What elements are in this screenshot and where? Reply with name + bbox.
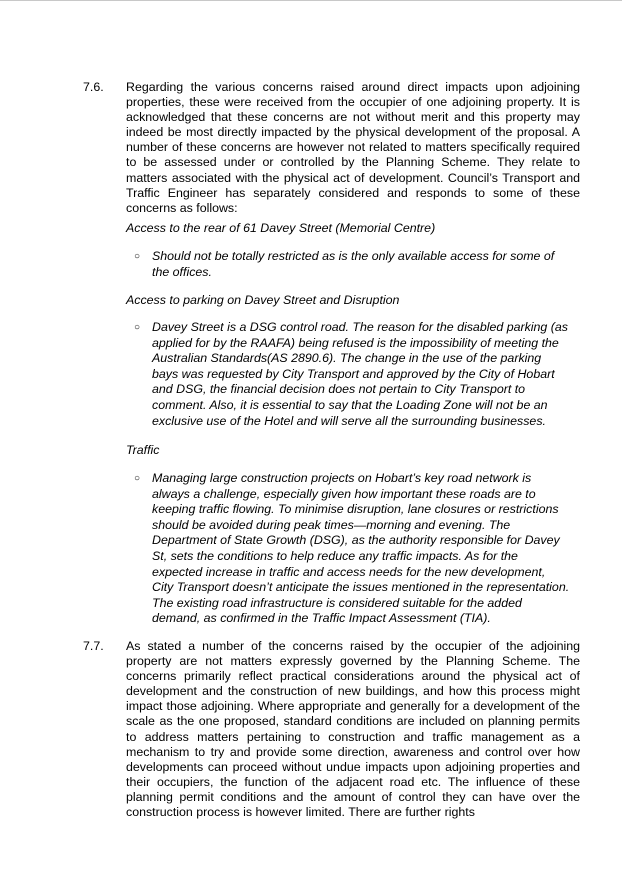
subheading-rear-access: Access to the rear of 61 Davey Street (Memorial Centre): [126, 221, 436, 235]
section-7-7-paragraph: As stated a number of the concerns raised by the occupier of the adjoining property are not matters expressly governed by the Planning Scheme. The concerns primarily reflect practical considerations around the physical act of development and the construction of new buildings, and how this process might impact those adjoining. Where appropriate and generally for a development of the scale as the one proposed, standard conditions are included on planning permits to address matters pertaining to construction and traffic management as a mechanism to try and provide some direction, awareness and control over how developments can proceed without undue impacts upon adjoining properties and their occupiers, the function of the adjacent road etc. The influence of these planning permit conditions and the amount of control they can have over the construction process is however limited. There are further rights: [126, 639, 580, 820]
hollow-bullet-icon: ○: [134, 251, 141, 262]
section-7-6-paragraph: Regarding the various concerns raised around direct impacts upon adjoining properties, these were received from the occupier of one adjoining property. It is acknowledged that these concerns are not without merit and this property may indeed be most directly impacted by the physical development of the proposal. A number of these concerns are however not related to matters specifically required to be assessed under or controlled by the Planning Scheme. They relate to matters associated with the physical act of development. Council’s Transport and Traffic Engineer has separately considered and responds to some of these concerns as follows:: [126, 80, 580, 215]
section-number-7-6: 7.6.: [83, 80, 104, 94]
subheading-traffic: Traffic: [126, 443, 160, 457]
hollow-bullet-icon: ○: [134, 322, 141, 333]
hollow-bullet-icon: ○: [134, 473, 141, 484]
section-number-7-7: 7.7.: [83, 639, 104, 653]
bullet-text-traffic: Managing large construction projects on Hobart’s key road network is always a challenge, especially given how important these roads are to keeping traffic flowing. To minimise disruption, lane closures or restrictions should be avoided during peak times—morning and evening. The Department of State Growth (DSG), as the authority responsible for Davey St, sets the conditions to help reduce any traffic impacts. As for the expected increase in traffic and access needs for the new development, City Transport doesn’t anticipate the issues mentioned in the representation. The existing road infrastructure is considered suitable for the added demand, as confirmed in the Traffic Impact Assessment (TIA).: [152, 471, 570, 626]
bullet-text-parking-disruption: Davey Street is a DSG control road. The reason for the disabled parking (as applied for by the RAAFA) being refused is the impossibility of meeting the Australian Standards(AS 2890.6). The change in the use of the parking bays was requested by City Transport and approved by the City of Hobart and DSG, the financial decision does not pertain to City Transport to comment. Also, it is essential to say that the Loading Zone will not be an exclusive use of the Hotel and will serve all the surrounding businesses.: [152, 320, 568, 428]
subheading-parking-disruption: Access to parking on Davey Street and Disruption: [126, 293, 400, 307]
bullet-text-rear-access: Should not be totally restricted as is the only available access for some of the offices.: [152, 249, 555, 279]
page-top-border: [0, 0, 622, 1]
